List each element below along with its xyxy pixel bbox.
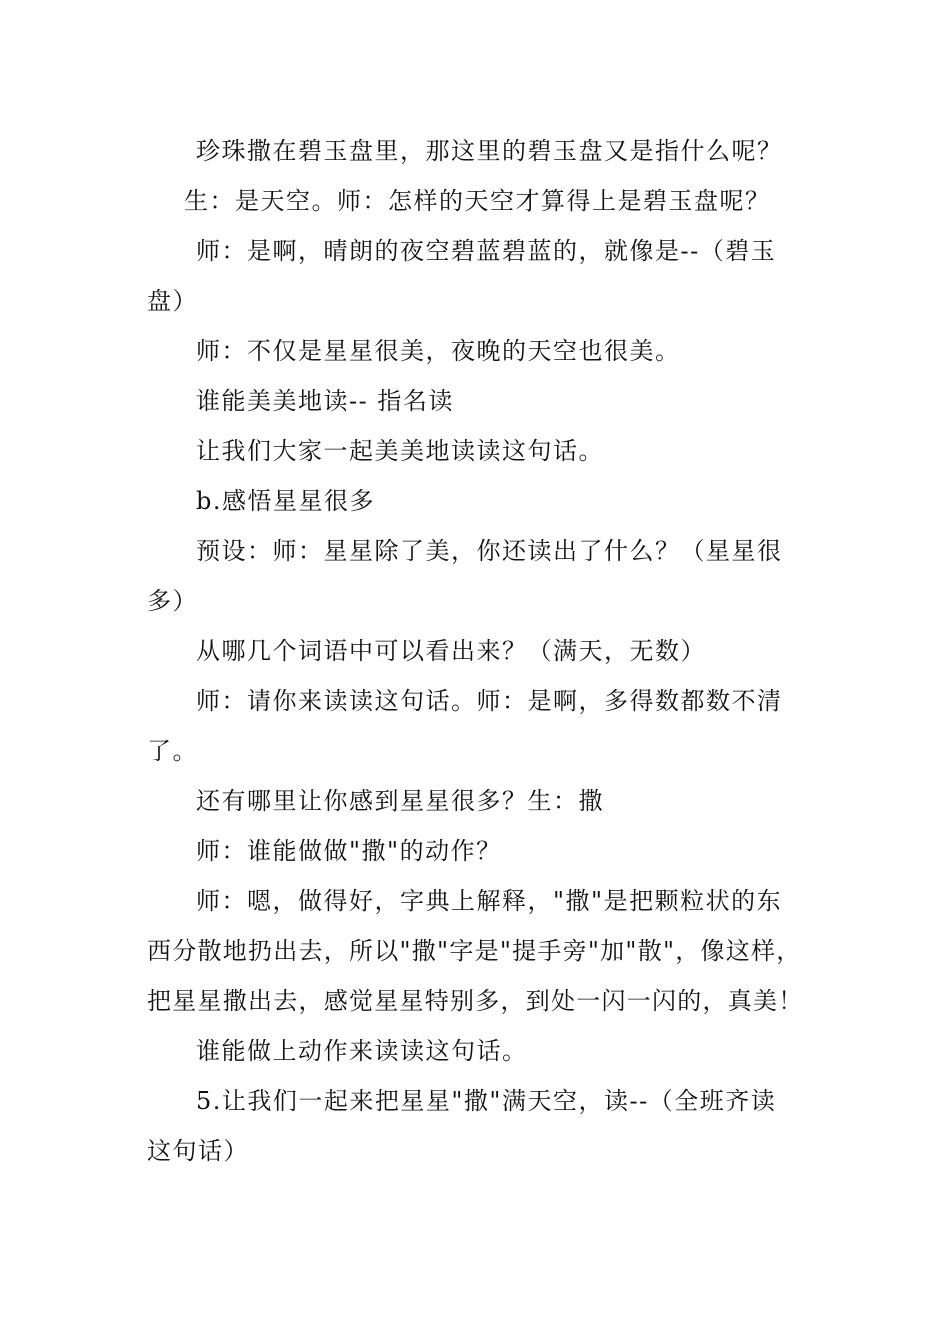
paragraph-line: 了。	[147, 737, 198, 765]
paragraph-line: 师：不仅是星星很美，夜晚的天空也很美。	[196, 337, 681, 365]
paragraph-line: 多）	[147, 587, 198, 615]
paragraph-line: 让我们大家一起美美地读读这句话。	[196, 437, 604, 465]
paragraph-line: 生：是天空。师：怎样的天空才算得上是碧玉盘呢？	[184, 187, 771, 215]
section-heading: b.感悟星星很多	[196, 487, 375, 515]
paragraph-line: 师：是啊，晴朗的夜空碧蓝碧蓝的，就像是--（碧玉	[196, 237, 777, 265]
paragraph-line: 5.让我们一起来把星星"撒"满天空，读--（全班齐读	[196, 1087, 777, 1115]
paragraph-line: 这句话）	[147, 1137, 249, 1165]
paragraph-line: 从哪几个词语中可以看出来？（满天，无数）	[196, 637, 706, 665]
paragraph-line: 谁能做上动作来读读这句话。	[196, 1037, 528, 1065]
paragraph-line: 预设：师：星星除了美，你还读出了什么？（星星很	[196, 537, 783, 565]
paragraph-line: 珍珠撒在碧玉盘里，那这里的碧玉盘又是指什么呢？	[196, 137, 783, 165]
paragraph-line: 把星星撒出去，感觉星星特别多，到处一闪一闪的，真美！	[147, 987, 804, 1015]
paragraph-line: 师：嗯，做得好，字典上解释，"撒"是把颗粒状的东	[196, 887, 783, 915]
paragraph-line: 还有哪里让你感到星星很多？生：撒	[196, 787, 604, 815]
paragraph-line: 谁能美美地读-- 指名读	[196, 387, 454, 415]
paragraph-line: 师：谁能做做"撒"的动作？	[196, 837, 502, 865]
paragraph-line: 西分散地扔出去，所以"撒"字是"提手旁"加"散"，像这样，	[147, 937, 802, 965]
paragraph-line: 盘）	[147, 287, 198, 315]
paragraph-line: 师：请你来读读这句话。师：是啊，多得数都数不清	[196, 687, 783, 715]
